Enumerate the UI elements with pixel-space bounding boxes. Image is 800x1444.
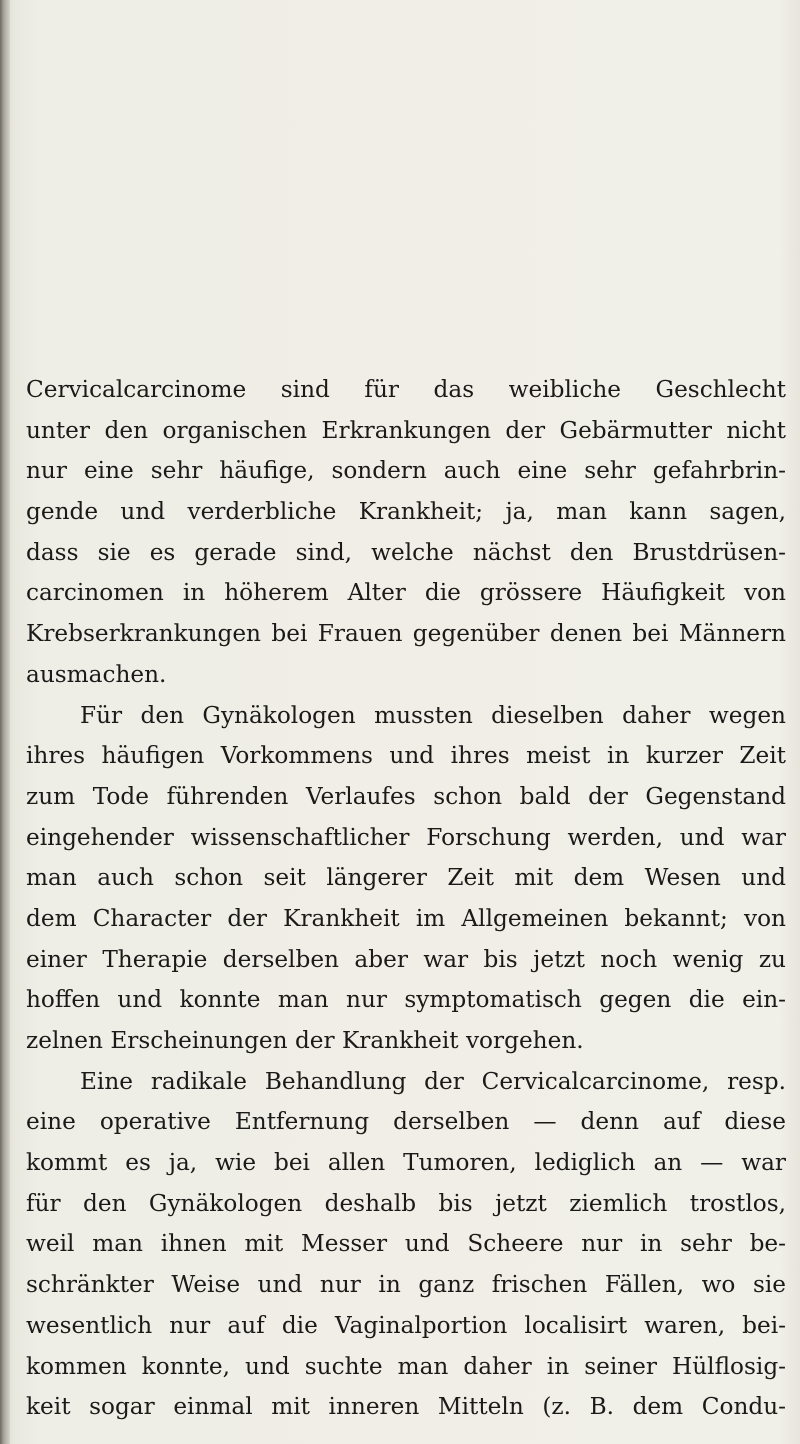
text-line: ausmachen. — [26, 660, 167, 688]
text-line: weil man ihnen mit Messer und Scheere nur in sehr be- — [26, 1230, 786, 1258]
text-line: Cervicalcarcinome sind für das weibliche Geschlecht — [26, 376, 786, 403]
text-line: kommt es ja, wie bei allen Tumoren, lediglich an — war — [26, 1149, 786, 1177]
text-line: Krebserkrankungen bei Frauen gegenüber denen bei Männern — [26, 620, 786, 648]
text-line: keit sogar einmal mit inneren Mitteln (z. B. dem Condu- — [26, 1393, 786, 1421]
text-line: dem Character der Krankheit im Allgemeinen bekannt; von — [26, 904, 786, 932]
text-line: dass sie es gerade sind, welche nächst den Brustdrüsen- — [26, 538, 786, 566]
page-binding-edge — [0, 0, 10, 1444]
text-line: gende und verderbliche Krankheit; ja, man kann sagen, — [26, 498, 786, 526]
text-line: ihres häufigen Vorkommens und ihres meist in kurzer Zeit — [26, 742, 786, 770]
text-line: schränkter Weise und nur in ganz frischen Fällen, wo sie — [26, 1271, 786, 1299]
text-line: kommen konnte, und suchte man daher in seiner Hülflosig- — [26, 1352, 786, 1380]
text-line: hoffen und konnte man nur symptomatisch gegen die ein- — [26, 986, 786, 1014]
text-line: eine operative Entfernung derselben — denn auf diese — [26, 1108, 786, 1136]
text-line: Für den Gynäkologen mussten dieselben daher wegen — [80, 701, 786, 729]
body-text — [26, 370, 786, 1428]
text-line: unter den organischen Erkrankungen der Gebärmutter nicht — [26, 416, 786, 444]
text-line: nur eine sehr häufige, sondern auch eine sehr gefahrbrin- — [26, 457, 786, 485]
text-line: wesentlich nur auf die Vaginalportion localisirt waren, bei- — [26, 1311, 786, 1339]
text-line: für den Gynäkologen deshalb bis jetzt ziemlich trostlos, — [26, 1189, 786, 1217]
text-line: eingehender wissenschaftlicher Forschung werden, und war — [26, 823, 786, 851]
text-line: carcinomen in höherem Alter die grössere Häufigkeit von — [26, 579, 786, 607]
text-line: einer Therapie derselben aber war bis jetzt noch wenig zu — [26, 945, 786, 973]
text-line: Eine radikale Behandlung der Cervicalcarcinome, resp. — [80, 1067, 786, 1095]
text-line: zelnen Erscheinungen der Krankheit vorgehen. — [26, 1027, 584, 1054]
text-line: man auch schon seit längerer Zeit mit dem Wesen und — [26, 864, 786, 892]
text-line: zum Tode führenden Verlaufes schon bald der Gegenstand — [26, 782, 786, 810]
